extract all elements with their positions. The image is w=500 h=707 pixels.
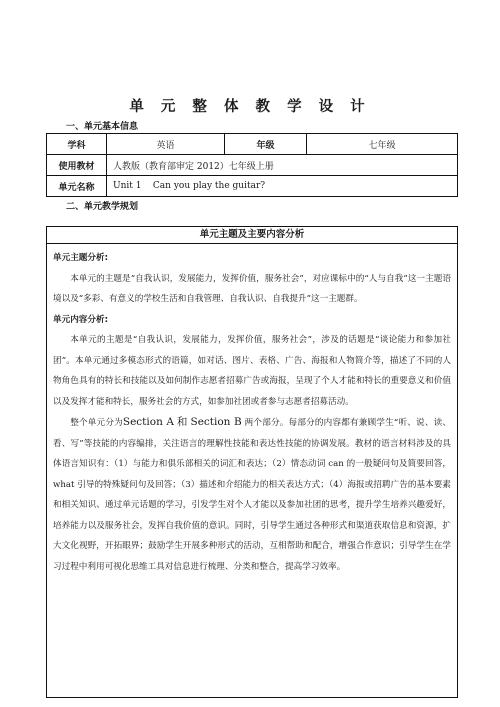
table-row (47, 155, 458, 176)
subject-label: 学科 (47, 134, 107, 155)
content-analysis-text: 本单元的主题是“自我认识，发展能力，发挥价值，服务社会”，涉及的话题是“谈论能力和参加社团”。本单元通过多模态形式的语篇，如对话、图片、表格、广告、海报和人物简介等，描述了不同的人物角色具有的特长和技能以及如何制作志愿者招募广告或海报，呈现了个人才能和特长的重要意义和价值以及发挥才能和特长，服务社会的方式，如参加社团或者参与志愿者招募活动。 (53, 335, 451, 407)
unit-structure-text: 整个单元分为Section A 和 Section B 两个部分。每部分的内容都有兼顾学生“听、说、读、看、写”等技能的内容编排，关注语言的理解性技能和表达性技能的协调发展。教材的语言材料涉及的具体语言知识有：（1）与能力和俱乐部相关的词汇和表达；（2）情态动词 can 的一般疑问句及简要回答，what 引导的特殊疑问句及回答；（3）描述和介绍能力的相关表达方式；（4）海报或招聘广告的基本要素和相关知识、通过单元话题的学习，引发学生对个人才能以及参加社团的思考，提升学生培养兴趣爱好，培养能力以及服务社会，发挥自我价值的意识。同时，引导学生通过各种形式和渠道获取信息和资源，扩大文化视野，开拓眼界；鼓励学生开展多种形式的活动，互相帮助和配合，增强合作意识；引导学生在学习过程中利用可视化思维工具对信息进行梳理、分类和整合，提高学习效率。 (53, 416, 451, 572)
page-title: 单 元 整 体 教 学 设 计 (129, 99, 371, 115)
basic-info-table (46, 133, 458, 197)
grade-value: 七年级 (307, 134, 458, 155)
unit-analysis-content (47, 244, 457, 577)
grade-label: 年级 (225, 134, 307, 155)
table-row (47, 176, 458, 197)
theme-analysis-text: 本单元的主题是“自我认识，发展能力，发挥价值，服务社会”，对应课标中的“人与自我”这一主题语境以及“多彩、有意义的学校生活和自我管理、自我认识、自我提升”这一主题群。 (53, 273, 451, 304)
textbook-label: 使用教材 (47, 155, 107, 176)
section-teaching-plan-heading: 二、单元教学规划 (66, 202, 139, 212)
content-analysis-title: 单元内容分析: (53, 314, 108, 325)
unit-analysis-box (46, 226, 458, 698)
unit-analysis-heading: 单元主题及主要内容分析 (47, 227, 457, 244)
unit-name-label: 单元名称 (47, 176, 107, 197)
subject-value: 英语 (107, 134, 225, 155)
unit-name-value: Unit 1 Can you play the guitar? (107, 176, 458, 197)
textbook-value: 人教版（教育部审定 2012）七年级上册 (107, 155, 458, 176)
theme-analysis-title: 单元主题分析: (53, 253, 108, 263)
table-row (47, 134, 458, 155)
section-basic-info-heading: 一、单元基本信息 (66, 122, 139, 132)
